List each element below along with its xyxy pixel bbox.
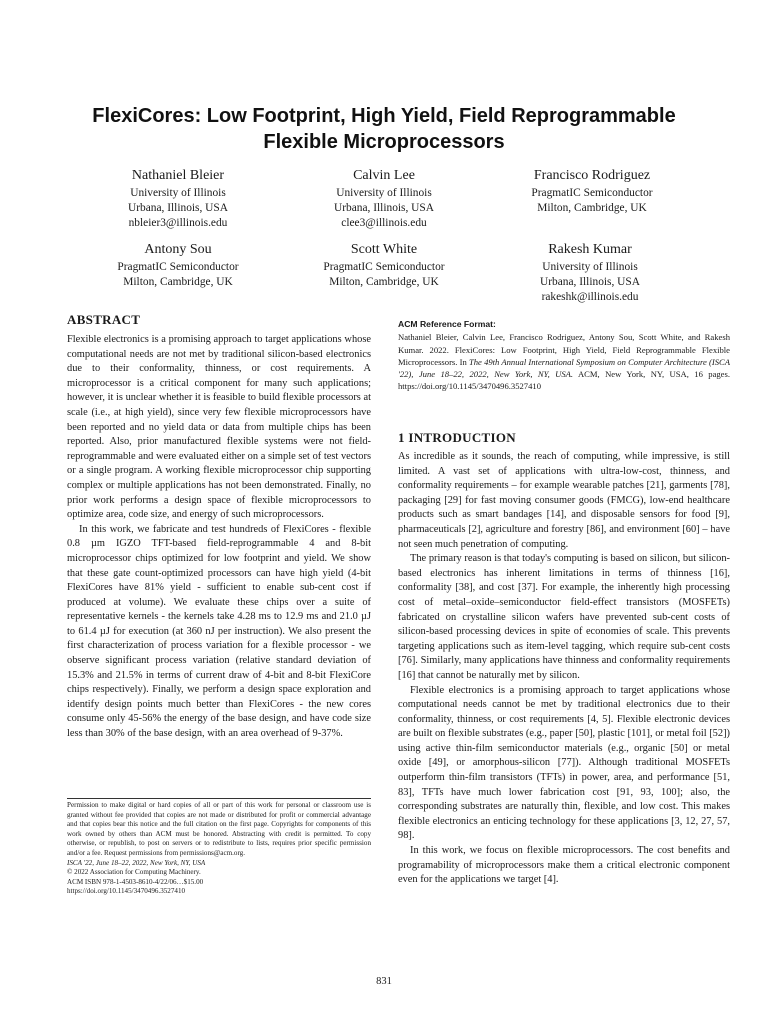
introduction-heading: 1 INTRODUCTION [398, 430, 516, 445]
author-affiliation: University of Illinois [336, 187, 432, 199]
author-email[interactable]: rakeshk@illinois.edu [541, 291, 639, 303]
permission-doi[interactable]: https://doi.org/10.1145/3470496.3527410 [67, 887, 186, 896]
acm-reference-publisher: ACM, New York, NY, USA, 16 pages. https://doi.org/10.1145/3470496.3527410 [398, 369, 730, 392]
author-name: Antony Sou [144, 242, 212, 257]
author-affiliation: University of Illinois [130, 187, 226, 199]
intro-paragraph: Flexible electronics is a promising approach to target applications whose computational needs cannot be met by traditional electronics due to their conformality, thinness, or cost requirements [4, 5]. Flexible electronic devices are built on flexible substrates (e.g., paper [50], plastic [101], or metal foil [52]) using active thin-film semiconductor materials (e.g., organic [50] or metal oxide [49], or amorphous-silicon [77]). Although traditional MOSFETs outperform thin-film transistors (TFTs) in power, area, and performance [51, 83], TFTs have much lower fabrication cost [91, 93, 100]; also, the corresponding substrates are naturally thin, flexible, and low cost. This makes flexible electronics an enticing technology for these applications [3, 12, 27, 57, 98]. [398, 684, 730, 842]
permission-text: Permission to make digital or hard copies of all or part of this work for personal or classroom use is granted without fee provided that copies are not made or distributed for profit or commercial advantage and that copies bear this notice and the full citation on the first page. Copyrights for components of this work owned by others than ACM must be honored. Abstracting with credit is permitted. To copy otherwise, or republish, to post on servers or to redistribute to lists, requires prior specific permission and/or a fee. Request permissions from permissions@acm.org. [67, 801, 371, 857]
intro-paragraph: As incredible as it sounds, the reach of computing, while impressive, is still limited. A vast set of applications with ultra-low-cost, thinness, and conformality requirements – for example wearable patches [21], garments [78], packaging [29] for fast moving consumer goods (FMCG), low-end healthcare products such as smart bandages [14], and disposable sensors for food [9], pharmaceuticals [2], agriculture and forestry [86], and environment [60] – have not seen much penetration of computing. [398, 451, 730, 550]
abstract-paragraph: Flexible electronics is a promising approach to target applications whose computational needs are not met by traditional silicon-based electronics due to their conformality, thinness, or cost requirements. A microprocessor is a critical component for many such applications; however, it is unclear whether it is feasible to build flexible processors at scale (i.e., at high yield), since very few flexible microprocessors have been reported and no yield data or data from multiple chips has been reported. Also, prior manufactured flexible systems were not field-reprogrammable and were evaluated either on a simple set of test vectors or a single program. A working flexible microprocessor chip supporting complex or multiple applications has not been demonstrated. Finally, no prior work performs a design space of flexible microprocessors to optimize area, code size, and energy of such microprocessors. [67, 334, 371, 521]
title-line-2: Flexible Microprocessors [263, 131, 505, 153]
author-block [487, 167, 697, 216]
abstract-heading: ABSTRACT [67, 312, 141, 327]
acm-reference-format [398, 318, 730, 393]
abstract-body [67, 333, 371, 742]
acm-reference-venue: The 49th Annual International Symposium on Computer Architecture (ISCA '22), June 18–22, 2022, New York, NY, USA. [398, 356, 730, 380]
intro-paragraph: The primary reason is that today's computing is based on silicon, but silicon-based electronics has inherent limitations in terms of thinness [16], conformality [38], and cost [37]. For example, the inherently high processing cost of metal–oxide–semiconductor field-effect transistors (MOSFETs) fabricated on crystalline silicon wafers have prevented sub-cent costs of silicon-based processing devices in spite of economies of scale. This prevents targeting applications such as item-level tagging, which require sub-cent costs [76]. Similarly, many applications have thinness and conformality requirements [16] that cannot be naturally met by silicon. [398, 553, 730, 681]
page-number: 831 [376, 976, 392, 987]
permission-copyright: © 2022 Association for Computing Machinery. [67, 868, 201, 877]
author-name: Calvin Lee [353, 168, 415, 183]
abstract-paragraph: In this work, we fabricate and test hundreds of FlexiCores - flexible 0.8 µm IGZO TFT-based field-reprogrammable 4 and 8-bit microprocessor chips optimized for low footprint and yield. We show that these gate count-optimized processors can have high yield (4-bit FlexiCores have 81% yield - sufficient to enable sub-cent cost if produced at volume). We evaluate these chips over a suite of representative kernels - the kernels take 4.28 ms to 12.9 ms and 21.0 µJ to 61.4 µJ for execution (at 360 nJ per instruction). We also present the first characterization of process variation for a flexible processor - we observe significant process variation (relative standard deviation of 15.3% and 21.5% in terms of current draw of 4-bit and 8-bit FlexiCore chips respectively). Finally, we perform a design space exploration and identify design points much better than FlexiCores - the new cores consume only 45-56% the energy of the base design, and have code size less than 30% of the base design, with an area overhead of 9-37%. [67, 523, 371, 740]
permission-venue: ISCA '22, June 18–22, 2022, New York, NY, USA [67, 858, 206, 867]
author-affiliation: University of Illinois [542, 261, 638, 273]
author-affiliation: PragmatIC Semiconductor [117, 261, 239, 273]
author-block [279, 167, 489, 231]
paper-title [40, 103, 728, 155]
intro-paragraph: In this work, we focus on flexible microprocessors. The cost benefits and programability of microprocessors make them a critical electronic component even for the applications we target [4]. [398, 845, 730, 886]
author-name: Scott White [350, 242, 418, 257]
author-location: Urbana, Illinois, USA [128, 202, 228, 214]
acm-reference-heading: ACM Reference Format: [398, 319, 496, 329]
permission-notice [67, 801, 371, 897]
author-block [279, 241, 489, 290]
introduction-body [398, 450, 730, 888]
author-block [485, 241, 695, 305]
author-name: Francisco Rodriguez [533, 168, 651, 183]
author-location: Milton, Cambridge, UK [123, 276, 233, 288]
permission-isbn: ACM ISBN 978-1-4503-8610-4/22/06…$15.00 [67, 877, 204, 886]
author-affiliation: PragmatIC Semiconductor [531, 187, 653, 199]
acm-reference-authors: Nathaniel Bleier, Calvin Lee, Francisco Rodriguez, Antony Sou, Scott White, and Rakesh Kumar. 2022. FlexiCores: Low Footprint, High Yield, Field Reprogrammable Flexible Microprocessors. In [398, 332, 730, 367]
author-location: Urbana, Illinois, USA [540, 276, 640, 288]
author-affiliation: PragmatIC Semiconductor [323, 261, 445, 273]
author-location: Milton, Cambridge, UK [537, 202, 647, 214]
author-location: Urbana, Illinois, USA [334, 202, 434, 214]
author-name: Rakesh Kumar [548, 242, 632, 257]
author-email[interactable]: clee3@illinois.edu [341, 217, 427, 229]
author-email[interactable]: nbleier3@illinois.edu [128, 217, 228, 229]
author-block [73, 167, 283, 231]
title-line-1: FlexiCores: Low Footprint, High Yield, Field Reprogrammable [92, 105, 676, 127]
author-location: Milton, Cambridge, UK [329, 276, 439, 288]
acm-reference-text [398, 331, 730, 392]
footnote-rule [67, 798, 371, 799]
author-block [73, 241, 283, 290]
author-name: Nathaniel Bleier [131, 168, 225, 183]
